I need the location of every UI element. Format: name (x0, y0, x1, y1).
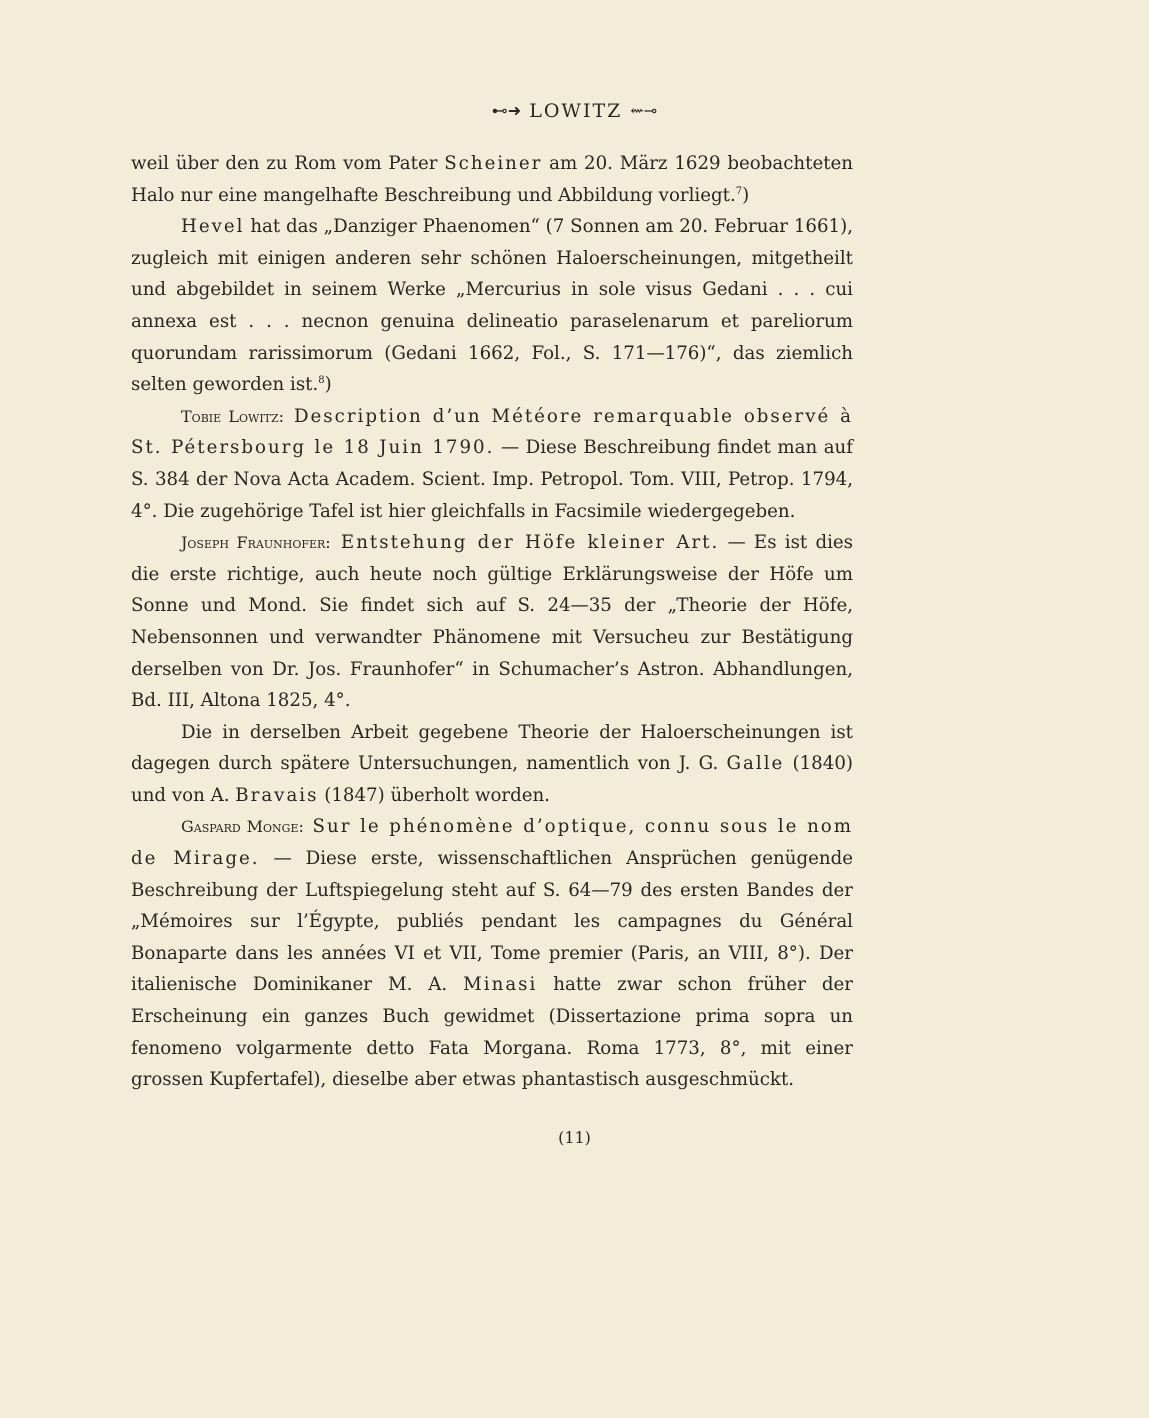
footnote-marker: 8 (318, 375, 325, 387)
running-head-title: LOWITZ (529, 100, 623, 122)
paragraph-text: Die in derselben Arbeit gegebene Theorie der Haloerscheinungen ist dagegen durch spätere Untersuchungen, namentlich von J. G. (131, 721, 853, 775)
paragraph-text: — Diese Beschreibung findet man auf S. 384 der Nova Acta Academ. Scient. Imp. Petropol. Tom. VIII, Petrop. 1794, 4°. Die zugehörige Tafel ist hier gleichfalls in Facsimile wiedergegeben. (131, 437, 853, 522)
left-ornament-icon: ⊷➜ (491, 101, 522, 120)
paragraph-text: (1840) und von A. (131, 753, 853, 806)
spaced-name: Galle (726, 753, 785, 775)
paragraph-monge (131, 811, 853, 1095)
author-name: Joseph Fraunhofer: (181, 533, 331, 553)
paragraph-text: hatte zwar schon früher der Erscheinung ein ganzes Buch gewidmet (Dissertazione prima sopra un fenomeno volgarmente detto Fata Morgana. Roma 1773, 8°, mit einer grossen Kupfertafel), dieselbe aber etwas phantastisch ausgeschmückt. (131, 974, 853, 1091)
spaced-name: Hevel (181, 216, 245, 238)
paragraph-text: ) (324, 374, 332, 396)
author-name: Tobie Lowitz: (181, 406, 285, 426)
paragraph-galle-bravais (131, 717, 853, 812)
right-ornament-icon: ⇜⊸ (630, 101, 658, 120)
paragraph-fraunhofer (131, 527, 853, 717)
paragraph-hevel (131, 211, 853, 401)
paragraph-text: weil über den zu Rom vom Pater (131, 153, 445, 174)
paragraph-lowitz (131, 401, 853, 527)
paragraph-text: am 20. März 1629 beobachteten Halo nur eine mangelhafte Beschreibung und Abbildung vorliegt. (131, 153, 854, 206)
paragraph-text: (1847) überholt worden. (318, 784, 550, 806)
paragraph-text: hat das „Danziger Phaenomen“ (7 Sonnen am 20. Februar 1661), zugleich mit einigen anderen sehr schönen Haloerscheinungen, mitgetheilt und abgebildet in seinem Werke „Mercurius in sole visus Gedani . . . cui annexa est . . . necnon genuina delineatio paraselenarum et pareliorum quorundam rarissimorum (Gedani 1662, Fol., S. 171—176)“, das ziemlich selten geworden ist. (131, 216, 853, 396)
body-text (131, 148, 853, 1096)
work-title: Entstehung der Höfe kleiner Art. (330, 532, 720, 554)
paragraph-text: — Diese erste, wissenschaftlichen Ansprüchen genügende Beschreibung der Luftspiegelung steht auf S. 64—79 des ersten Bandes der „Mémoires sur l’Égypte, publiés pendant les campagnes du Général Bonaparte dans les années VI et VII, Tome premier (Paris, an VIII, 8°). Der italienische Dominikaner M. A. (131, 848, 853, 996)
spaced-name: Minasi (463, 974, 538, 996)
paragraph-text: ) (742, 184, 750, 206)
paragraph-text: — Es ist dies die erste richtige, auch heute noch gültige Erklärungsweise der Höfe um Sonne und Mond. Sie findet sich auf S. 24—35 der „Theorie der Höfe, Nebensonnen und verwandter Phänomene mit Versucheu zur Bestätigung derselben von Dr. Jos. Fraunhofer“ in Schumacher’s Astron. Abhandlungen, Bd. III, Altona 1825, 4°. (131, 532, 853, 712)
spaced-name: Bravais (235, 784, 319, 806)
running-head (0, 100, 1149, 122)
author-name: Gaspard Monge: (181, 817, 304, 837)
paragraph-scheiner (131, 148, 853, 211)
work-title: Sur le phénomène d’optique, connu sous le nom de Mirage. (131, 816, 853, 870)
footnote-marker: 7 (735, 185, 743, 197)
spaced-name: Scheiner (444, 153, 543, 174)
page-number: (11) (558, 1128, 591, 1147)
work-title: Description d’un Météore remarquable observé à St. Pétersbourg le 18 Juin 1790. (131, 405, 854, 459)
